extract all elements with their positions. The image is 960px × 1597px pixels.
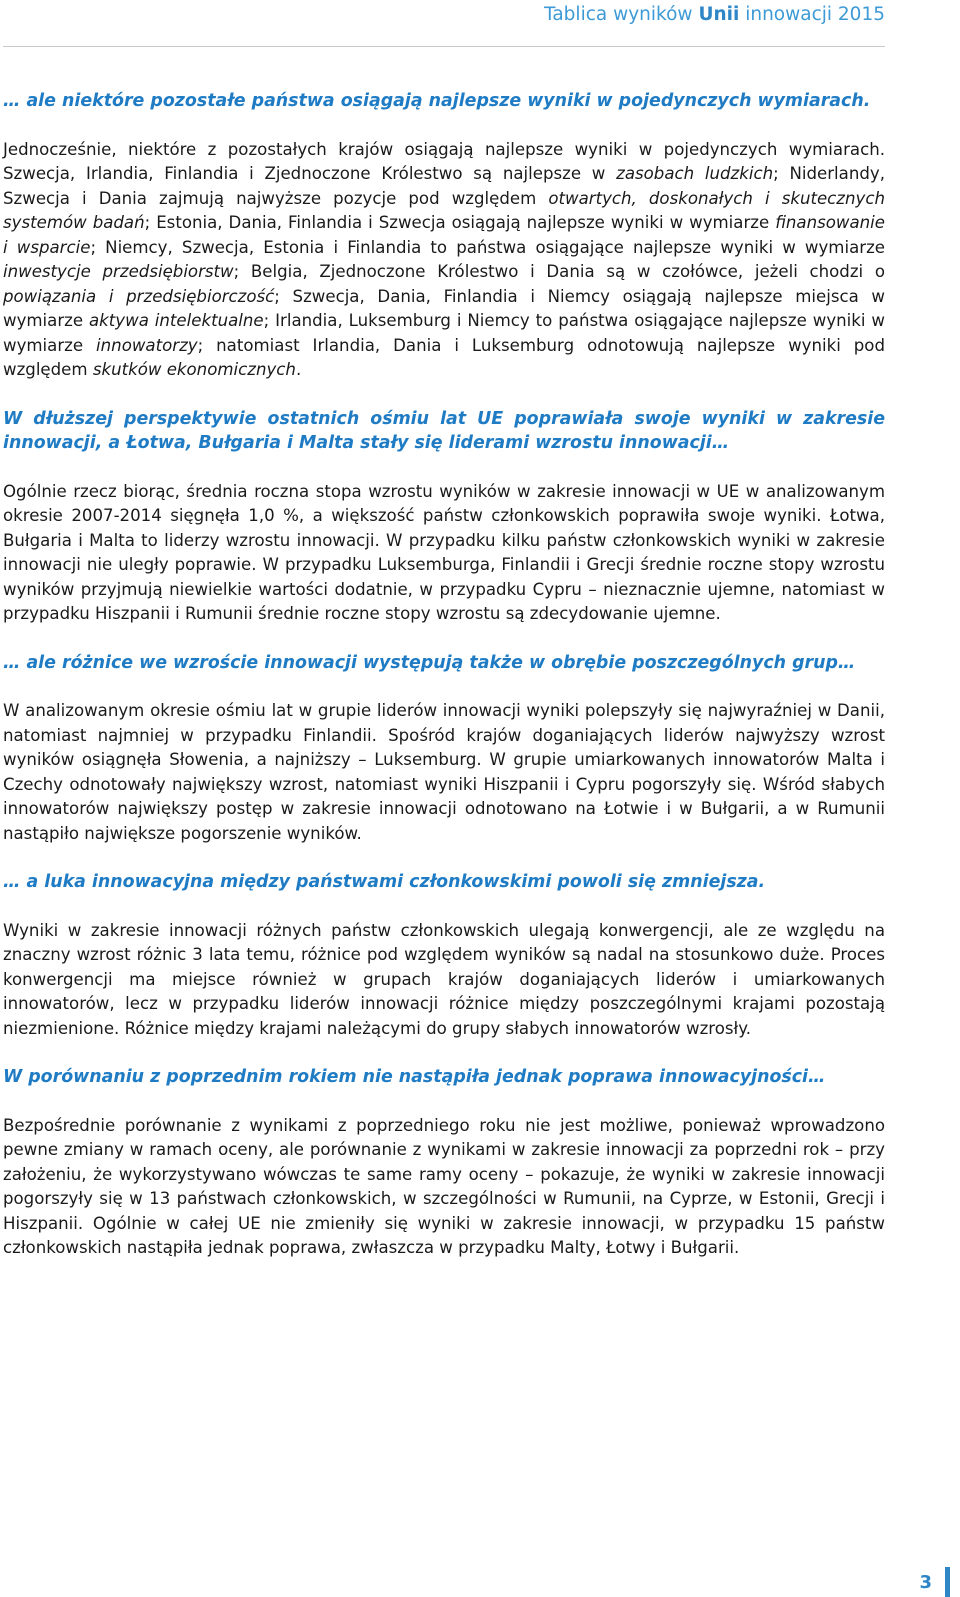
document-page bbox=[3, 0, 885, 1285]
emphasis: aktywa intelektualne bbox=[89, 311, 264, 330]
text-run: ; Niemcy, Szwecja, Estonia i Finlandia to państwa osiągające najlepsze wyniki w wymiarze bbox=[90, 237, 885, 257]
header-title-part: innowacji 2015 bbox=[739, 4, 885, 25]
section-heading: … ale różnice we wzroście innowacji występują także w obrębie poszczególnych grup… bbox=[3, 652, 856, 673]
text-run: Jednocześnie, niektóre z pozostałych krajów osiągają najlepsze wyniki w pojedynczych wymiarach. Szwecja, Irlandia, Finlandia i Zjednoczone Królestwo są najlepsze w bbox=[3, 139, 885, 183]
text-run: ; Belgia, Zjednoczone Królestwo i Dania są w czołówce, jeżeli chodzi o bbox=[233, 262, 885, 281]
section-heading: W dłuższej perspektywie ostatnich ośmiu lat UE poprawiała swoje wyniki w zakresie innowacji, a Łotwa, Bułgaria i Malta stały się liderami wzrostu innowacji… bbox=[3, 408, 885, 453]
text-run: . bbox=[295, 360, 302, 379]
section-paragraph: Bezpośrednie porównanie z wynikami z poprzedniego roku nie jest możliwe, ponieważ wprowadzono pewne zmiany w ramach oceny, ale porównanie z wynikami w zakresie innowacji za poprzedni rok – przy założeniu, że wykorzystywano wówczas te same ramy oceny – pokazuje, że wyniki w zakresie innowacji pogorszyły się w 13 państwach członkowskich, w szczególności w Rumunii, na Cyprze, w Estonii, Grecji i Hiszpanii. Ogólnie w całej UE nie zmieniły się wyniki w zakresie innowacji, w przypadku 15 państw członkowskich nastąpiła jednak poprawa, zwłaszcza w przypadku Malty, Łotwy i Bułgarii. bbox=[3, 1115, 885, 1257]
page-header bbox=[3, 0, 885, 47]
emphasis: finansowanie i wsparcie bbox=[3, 213, 885, 257]
emphasis: inwestycje przedsiębiorstw bbox=[3, 262, 234, 281]
header-title-part: Tablica wyników bbox=[544, 4, 699, 25]
section-heading: … a luka innowacyjna między państwami członkowskimi powoli się zmniejsza. bbox=[3, 872, 766, 892]
text-run: ; Estonia, Dania, Finlandia i Szwecja osiągają najlepsze wyniki w wymiarze bbox=[144, 213, 776, 232]
text-run: ; Niderlandy, Szwecja i Dania zajmują najwyższe pozycje pod względem bbox=[3, 164, 885, 208]
section-heading: … ale niektóre pozostałe państwa osiągają najlepsze wyniki w pojedynczych wymiarach. bbox=[3, 91, 871, 111]
document-content bbox=[3, 47, 885, 1261]
emphasis: otwartych, doskonałych i skutecznych systemów badań bbox=[3, 188, 885, 232]
page-number-bar bbox=[945, 1567, 950, 1597]
text-run: ; Irlandia, Luksemburg i Niemcy to państwa osiągające najlepsze wyniki w wymiarze bbox=[3, 311, 886, 355]
header-title-bold: Unii bbox=[698, 4, 740, 25]
emphasis: powiązania i przedsiębiorczość bbox=[3, 286, 275, 306]
section-paragraph: Wyniki w zakresie innowacji różnych państw członkowskich ulegają konwergencji, ale ze względu na znaczny wzrost różnic 3 lata temu, różnice pod względem wyników są nadal na stosunkowo duże. Proces konwergencji ma miejsce również w grupach krajów doganiających liderów i umiarkowanych innowatorów, lecz w przypadku liderów innowacji różnice między poszczególnymi krajami pozostają niezmienione. Różnice między krajami należącymi do grupy słabych innowatorów wzrosły. bbox=[3, 920, 885, 1038]
page-number: 3 bbox=[919, 1572, 932, 1593]
section-paragraph: W analizowanym okresie ośmiu lat w grupie liderów innowacji wyniki polepszyły się najwyraźniej w Danii, natomiast najmniej w przypadku Finlandii. Spośród krajów doganiających liderów najwyższy wzrost wyników osiągnęła Słowenia, a najniższy – Luksemburg. W grupie umiarkowanych innowatorów Malta i Czechy odnotowały największy wzrost, natomiast wyniki Hiszpanii i Cypru pogorszyły się. Wśród słabych innowatorów największy postęp w zakresie innowacji odnotowano na Łotwie i w Bułgarii, a w Rumunii nastąpiło największe pogorszenie wyników. bbox=[3, 701, 885, 843]
section-paragraph: Ogólnie rzecz biorąc, średnia roczna stopa wzrostu wyników w zakresie innowacji w UE w analizowanym okresie 2007-2014 sięgnęła 1,0 %, a większość państw członkowskich poprawiła swoje wyniki. Łotwa, Bułgaria i Malta to liderzy wzrostu innowacji. W przypadku kilku państw członkowskich wyniki w zakresie innowacji nie uległy poprawie. W przypadku Luksemburga, Finlandii i Grecji średnie roczne stopy wzrostu wyników przyjmują niewielkie wartości dodatnie, w przypadku Cypru – nieznacznie ujemne, natomiast w przypadku Hiszpanii i Rumunii średnie roczne stopy wzrostu są zdecydowanie ujemne. bbox=[3, 481, 885, 623]
section-heading: W porównaniu z poprzednim rokiem nie nastąpiła jednak poprawa innowacyjności… bbox=[3, 1067, 826, 1087]
header-title bbox=[544, 4, 885, 25]
emphasis: innowatorzy bbox=[96, 335, 198, 355]
text-run: ; Szwecja, Dania, Finlandia i Niemcy osiągają najlepsze miejsca w wymiarze bbox=[3, 286, 885, 330]
emphasis: zasobach ludzkich bbox=[616, 164, 774, 183]
emphasis: skutków ekonomicznych bbox=[92, 360, 296, 379]
text-run: ; natomiast Irlandia, Dania i Luksemburg odnotowują najlepsze wyniki pod względem bbox=[3, 335, 885, 379]
section-paragraph bbox=[3, 138, 885, 383]
